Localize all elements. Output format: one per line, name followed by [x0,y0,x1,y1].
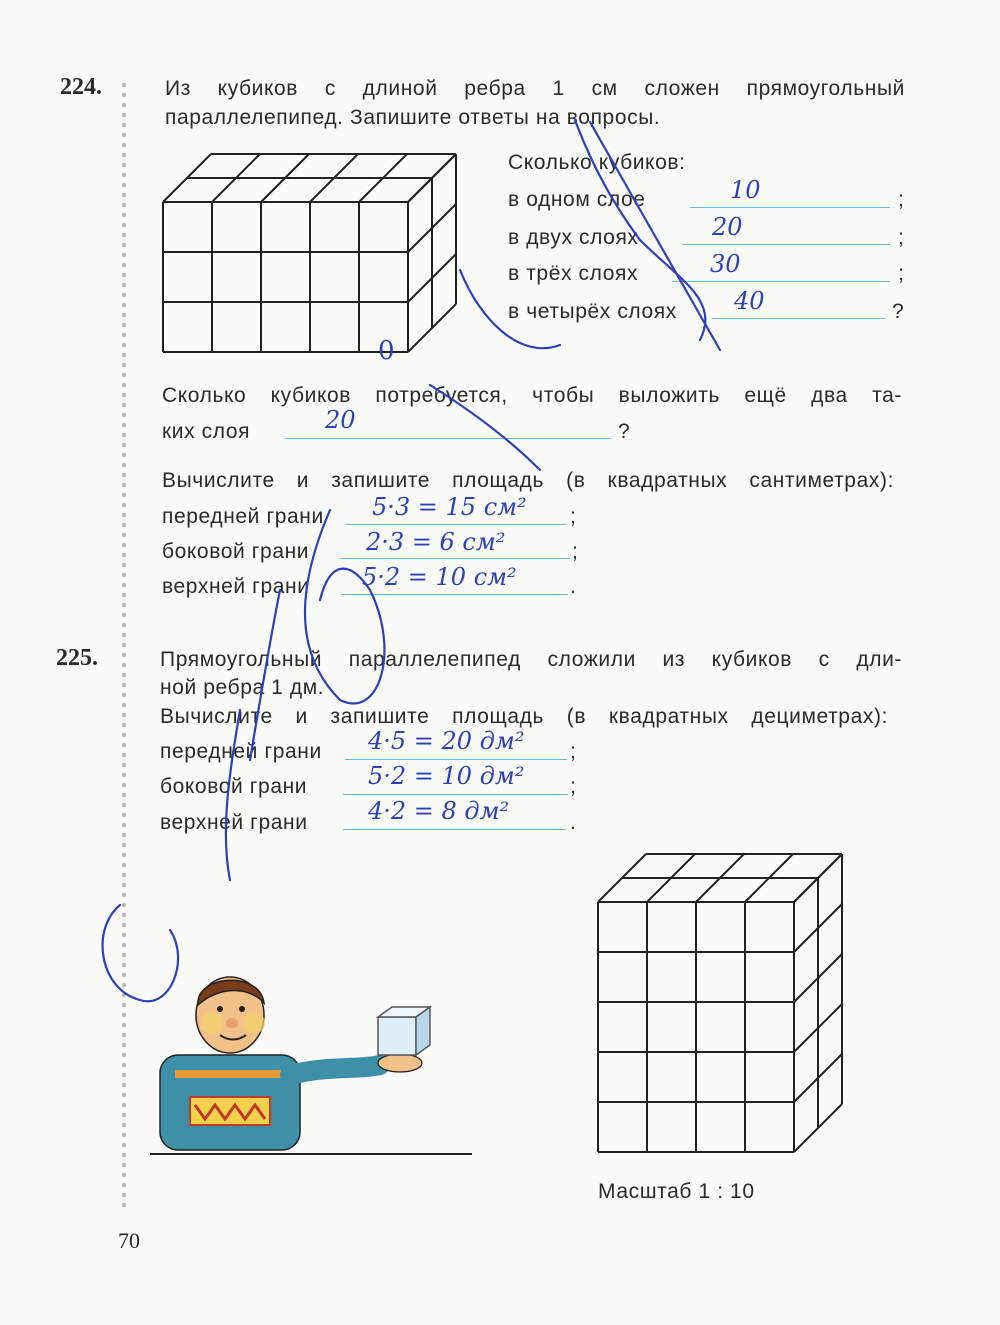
ex225-top-answer: 4·2 = 8 дм² [368,797,510,825]
ex224-side-answer: 2·3 = 6 см² [366,528,506,556]
ex225-side-answer-line [343,794,568,795]
margin-dotted-line [121,80,127,1210]
ex225-front-answer-line [345,759,567,760]
ex224-q1-label: в одном слое [508,188,646,211]
ex224-q2-answer: 20 [712,213,743,241]
ex225-front-answer: 4·5 = 20 дм² [368,727,525,755]
ex224-side-label: боковой грани [162,540,310,563]
ex224-q2-punct: ; [898,226,904,249]
ex224-q4-answer: 40 [734,287,765,315]
ex224-q4-label: в четырёх слоях [508,300,677,323]
ex224-q4-punct: ? [892,300,904,323]
ex224-more-answer-line [285,438,611,439]
ex224-more-punct: ? [618,420,630,443]
ex224-q4-answer-line [712,318,886,319]
ex224-front-answer-line [345,524,567,525]
ex225-text-line1: Прямоугольный параллелепипед сложили из кубиков с дли- [160,648,902,671]
ex224-front-punct: ; [570,505,576,528]
ex224-q1-answer: 10 [730,176,761,204]
ex225-top-answer-line [343,829,566,830]
ex224-top-label: верхней грани [162,575,310,598]
ex224-more-line1: Сколько кубиков потребуется, чтобы выложить ещё два та- [162,384,902,407]
page-number: 70 [118,1228,140,1253]
margin-mark-zero: 0 [378,336,395,366]
ex224-q1-answer-line [690,207,890,208]
ex224-more-line2: ких слоя [162,420,251,443]
ex224-q3-label: в трёх слоях [508,262,639,285]
ex224-side-answer-line [340,558,570,559]
ex224-top-answer-line [342,594,568,595]
ex224-more-answer: 20 [325,406,356,434]
ex225-top-label: верхней грани [160,811,308,834]
ex225-side-label: боковой грани [160,775,308,798]
ex225-front-punct: ; [570,740,576,763]
ex224-q2-answer-line [682,244,890,245]
ex225-top-punct: . [570,811,576,834]
ex225-text-line2: ной ребра 1 дм. [160,676,325,699]
exercise-225-number: 225. [56,645,98,671]
ex224-top-answer: 5·2 = 10 см² [362,563,517,591]
cuboid-5x3x2-figure [160,152,470,362]
ex225-area-title: Вычислите и запишите площадь (в квадратных дециметрах): [160,705,888,728]
ex224-q3-answer: 30 [710,250,741,278]
ex224-question-title: Сколько кубиков: [508,151,686,174]
ex224-q3-punct: ; [898,262,904,285]
ex224-text-line2: параллелепипед. Запишите ответы на вопросы. [165,106,661,129]
ex224-area-title: Вычислите и запишите площадь (в квадратных сантиметрах): [162,469,894,492]
ex225-front-label: передней грани [160,740,322,763]
scale-label: Масштаб 1 : 10 [598,1180,755,1203]
ex224-side-punct: ; [572,540,578,563]
cuboid-4x5x2-figure [595,852,855,1152]
ex225-side-answer: 5·2 = 10 дм² [368,762,525,790]
ex224-text-line1: Из кубиков с длиной ребра 1 см сложен прямоугольный [165,77,905,100]
ex225-side-punct: ; [570,775,576,798]
ex224-top-punct: . [570,575,576,598]
ex224-q1-punct: ; [898,188,904,211]
boy-with-cube-illustration [150,975,480,1155]
exercise-224-number: 224. [60,74,102,100]
ex224-front-label: передней грани [162,505,324,528]
ex224-q2-label: в двух слоях [508,226,639,249]
ex224-front-answer: 5·3 = 15 см² [372,493,527,521]
ex224-q3-answer-line [672,281,890,282]
